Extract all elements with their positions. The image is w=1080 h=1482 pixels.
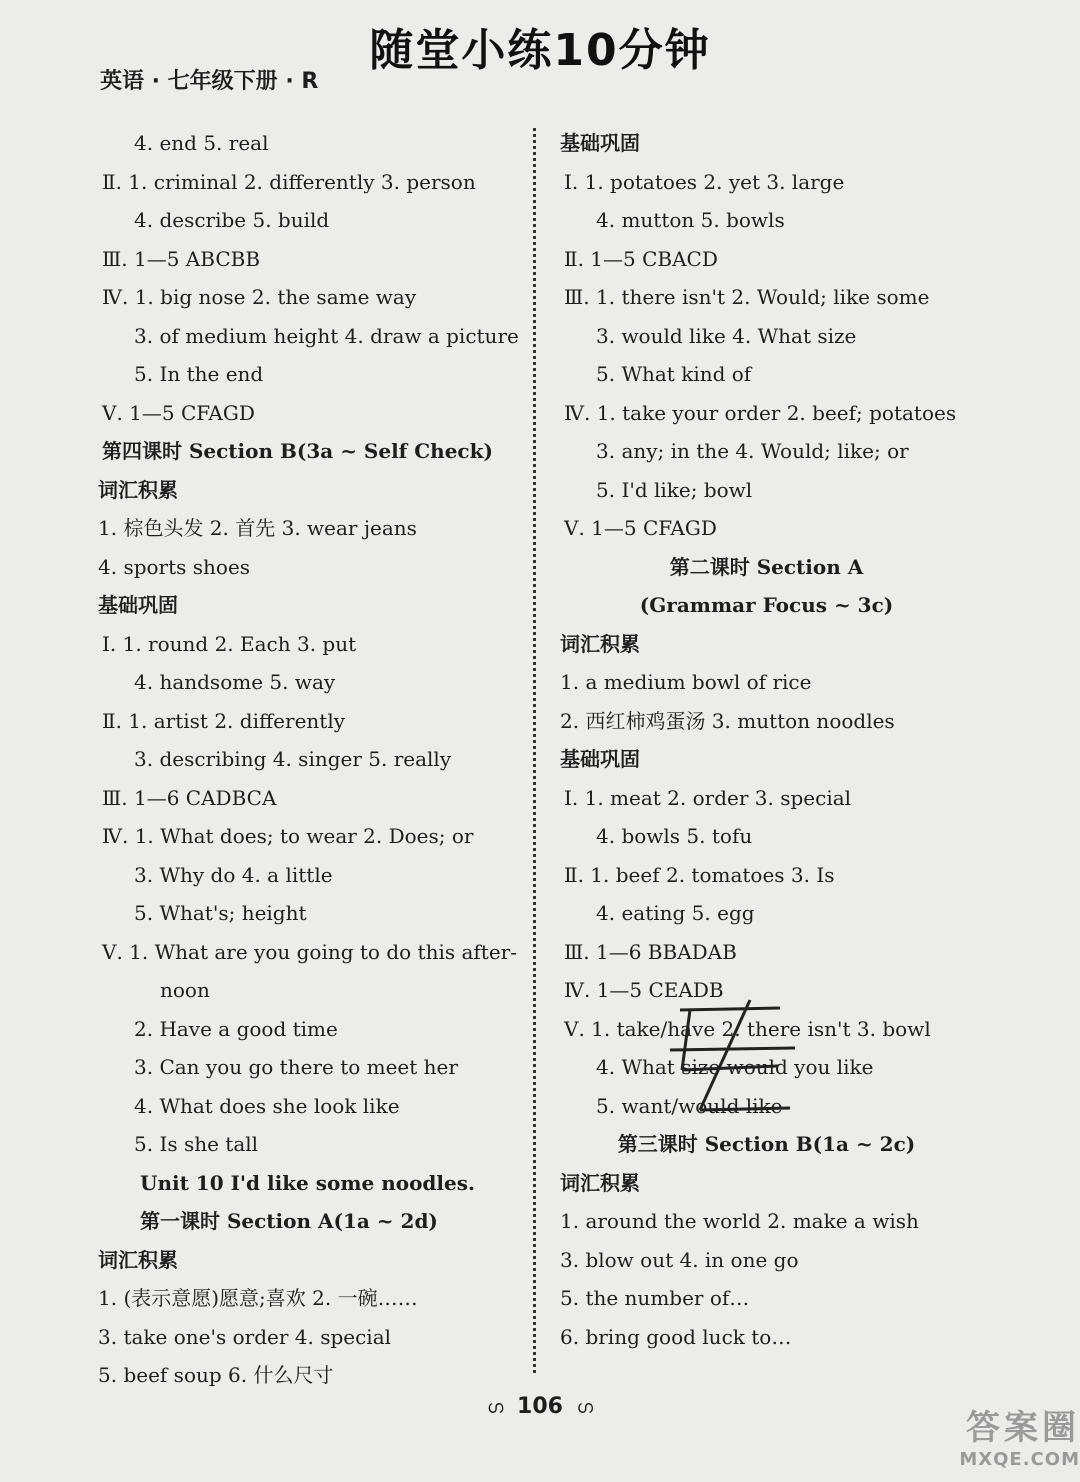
answer-line: Ⅱ. 1—5 CBACD [564,246,718,271]
answer-line: Ⅲ. 1. there isn't 2. Would; like some [564,285,930,309]
answer-line: Ⅱ. 1. criminal 2. differently 3. person [102,169,476,194]
answer-line: 2. Have a good time [134,1016,338,1041]
answer-line: 3. would like 4. What size [596,323,857,348]
watermark-logo [870,1400,1080,1482]
answer-line: Ⅱ. 1. beef 2. tomatoes 3. Is [564,862,835,887]
answer-line: 5. beef soup 6. 什么尺寸 [98,1363,334,1387]
answer-line: 5. I'd like; bowl [596,477,753,502]
answer-line: Ⅴ. 1—5 CFAGD [102,400,255,425]
answer-line: 1. (表示意愿)愿意;喜欢 2. 一碗…… [98,1286,418,1310]
answer-line: 4. What size would you like [596,1055,874,1079]
answer-line: Ⅳ. 1. What does; to wear 2. Does; or [102,824,474,848]
section-heading: 词汇积累 [560,631,640,656]
answer-line: 5. the number of… [560,1286,750,1310]
answer-line: Ⅰ. 1. potatoes 2. yet 3. large [564,169,845,194]
answer-line: Ⅴ. 1. take/have 2. there isn't 3. bowl [564,1016,931,1041]
section-heading: 基础巩固 [560,747,640,771]
lesson-heading: 第一课时 Section A(1a ~ 2d) [140,1209,438,1233]
answer-column-left [92,124,517,1395]
watermark-site: MXQE.COM [959,1449,1080,1470]
answer-column-right [554,124,979,1356]
answer-line: Ⅲ. 1—5 ABCBB [102,246,261,271]
answer-line: 1. 棕色头发 2. 首先 3. wear jeans [98,516,417,540]
answer-line: noon [160,978,210,1002]
answer-line: Ⅰ. 1. round 2. Each 3. put [102,631,357,656]
section-heading: 词汇积累 [98,1247,178,1272]
answer-line: 4. describe 5. build [134,208,330,232]
subject-label: 英语 · 七年级下册 · R [100,69,319,94]
answer-line: 1. around the world 2. make a wish [560,1209,919,1233]
footer-ornament-right-icon: ഗ [576,1397,594,1418]
answer-line: Ⅳ. 1—5 CEADB [564,978,724,1002]
answer-line: 6. bring good luck to… [560,1324,792,1349]
answer-line: 4. end 5. real [134,131,269,155]
answer-line: Ⅲ. 1—6 CADBCA [102,785,277,810]
answer-line: Ⅲ. 1—6 BBADAB [564,939,737,964]
answer-line: 3. blow out 4. in one go [560,1247,799,1272]
lesson-heading: 第二课时 Section A [669,554,864,579]
footer-ornament-left-icon: ഗ [486,1397,504,1418]
watermark-title: 答案圈 [966,1408,1080,1448]
answer-line: Ⅴ. 1. What are you going to do this after- [102,939,517,964]
section-heading: 基础巩固 [98,593,178,617]
section-heading: 基础巩固 [560,131,640,155]
answer-line: 5. In the end [134,362,264,386]
answer-line: Ⅴ. 1—5 CFAGD [564,516,717,540]
lesson-heading: 第三课时 Section B(1a ~ 2c) [617,1132,916,1156]
page-number: 106 [517,1394,563,1419]
answer-line: 3. Why do 4. a little [134,862,333,887]
answer-line: 2. 西红柿鸡蛋汤 3. mutton noodles [560,708,895,733]
answer-line: 4. sports shoes [98,554,251,579]
answer-line: 4. What does she look like [134,1093,400,1118]
answer-line: 1. a medium bowl of rice [560,670,812,694]
page-title: 随堂小练10分钟 [369,25,711,76]
answer-line: Ⅳ. 1. big nose 2. the same way [102,285,417,309]
answer-line: 3. any; in the 4. Would; like; or [596,439,909,463]
answer-line: 4. handsome 5. way [134,670,336,694]
answer-line: 4. eating 5. egg [596,901,755,925]
lesson-heading: (Grammar Focus ~ 3c) [639,593,894,617]
section-heading: 词汇积累 [560,1170,640,1195]
answer-line: 3. describing 4. singer 5. really [134,747,452,771]
answer-line: 5. What's; height [134,901,307,925]
answer-line: Ⅱ. 1. artist 2. differently [102,708,346,733]
answer-line: 5. Is she tall [134,1132,259,1156]
column-divider [533,128,536,1373]
answer-line: 3. of medium height 4. draw a picture [134,323,519,348]
lesson-heading: 第四课时 Section B(3a ~ Self Check) [102,439,493,463]
answer-line: 5. What kind of [596,362,752,386]
answer-line: Ⅰ. 1. meat 2. order 3. special [564,785,852,810]
answer-line: 4. mutton 5. bowls [596,208,785,232]
stamp-mark-icon [660,990,800,1120]
answer-line: 3. Can you go there to meet her [134,1055,458,1079]
answer-line: 5. want/would like [596,1093,783,1118]
section-heading: 词汇积累 [98,477,178,502]
answer-line: 3. take one's order 4. special [98,1324,392,1349]
answer-line: 4. bowls 5. tofu [596,824,753,848]
answer-line: Ⅳ. 1. take your order 2. beef; potatoes [564,400,957,425]
lesson-heading: Unit 10 I'd like some noodles. [140,1170,475,1195]
